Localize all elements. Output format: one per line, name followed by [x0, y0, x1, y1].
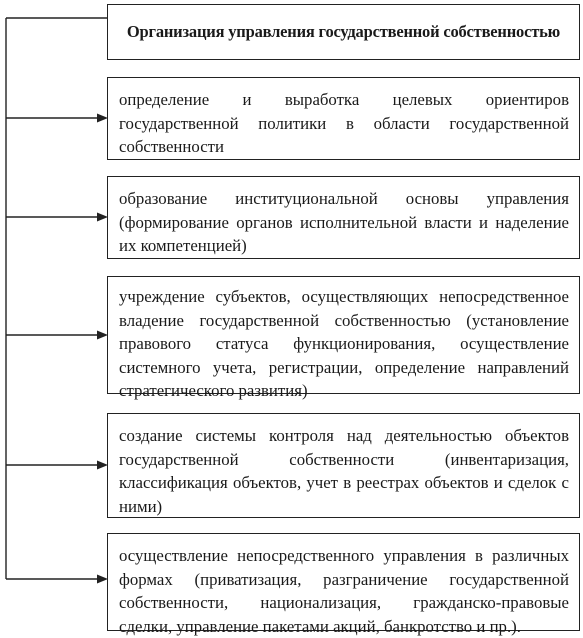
item-box-5: [107, 533, 580, 636]
item-text-2: образование институциональной основы управления (формирование органов исполнительной власти и наделение их компетенцией): [119, 189, 569, 255]
diagram-title: Организация управления государственной собственностью: [126, 22, 561, 41]
item-box-2: [107, 176, 580, 259]
item-box-1: [107, 77, 580, 160]
item-text-3: учреждение субъектов, осуществляющих непосредственное владение государственной собственностью (установление правового статуса функционирования, осуществление системного учета, регистрации, определение направлений стратегического развития): [119, 287, 569, 400]
item-box-4: [107, 413, 580, 518]
item-text-1: определение и выработка целевых ориентиров государственной политики в области государственной собственности: [119, 90, 569, 156]
item-text-4: создание системы контроля над деятельностью объектов государственной собственности (инвентаризация, классификация объектов, учет в реестрах объектов и сделок с ними): [119, 426, 569, 516]
item-text-5: осуществление непосредственного управления в различных формах (приватизация, разграничение государственной собственности, национализация, гражданско-правовые сделки, управление пакетами акций, банкротство и пр.).: [119, 546, 569, 636]
item-box-3: [107, 276, 580, 400]
title-box: [107, 4, 580, 60]
